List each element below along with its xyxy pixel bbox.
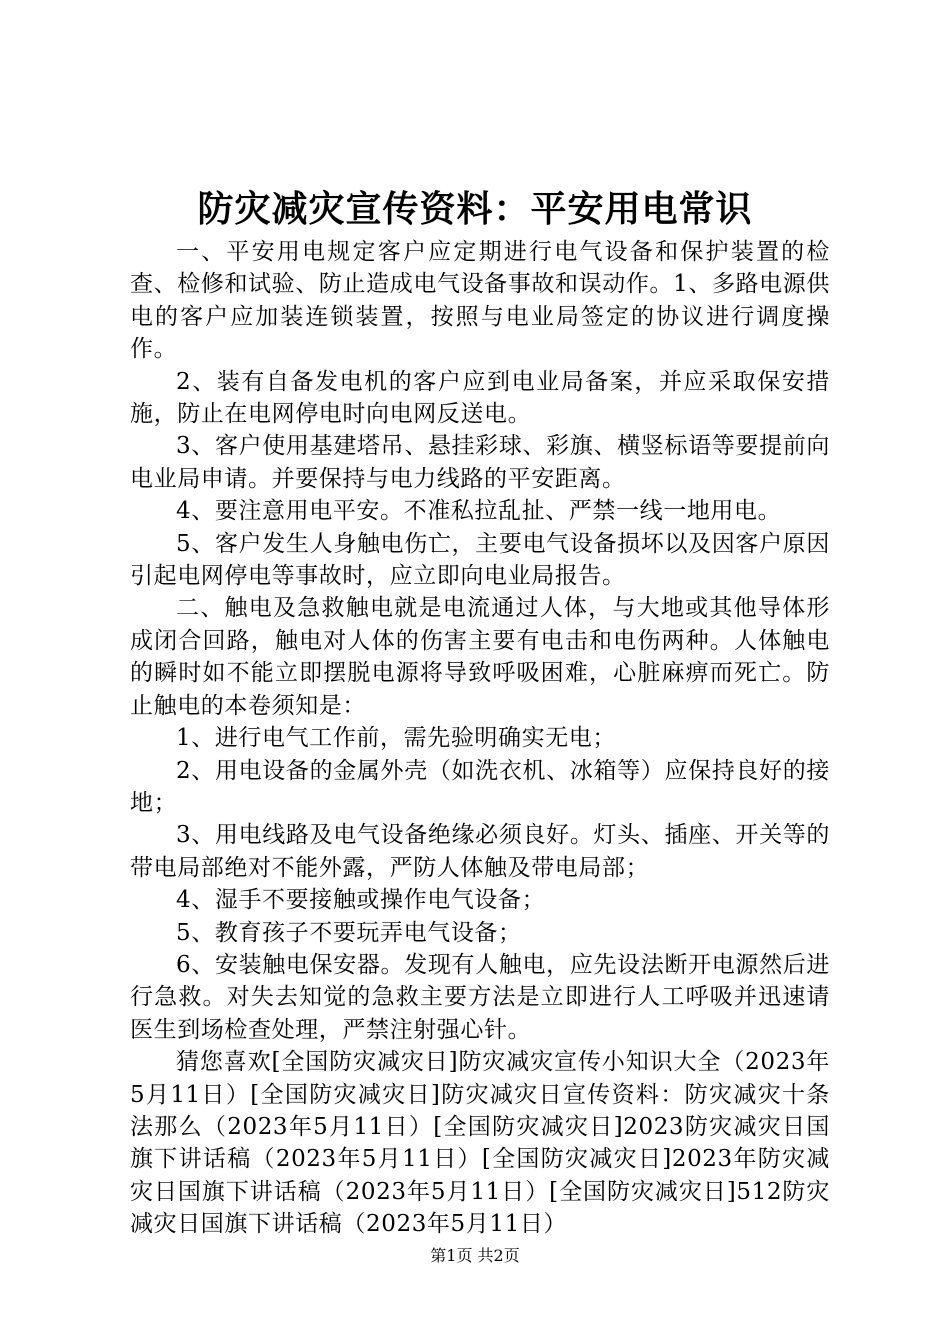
paragraph: 6、安装触电保安器。发现有人触电，应先设法断开电源然后进行急救。对失去知觉的急救主要方法是立即进行人工呼吸并迅速请医生到场检查处理，严禁注射强心针。 [130, 951, 830, 1043]
paragraph: 二、触电及急救触电就是电流通过人体，与大地或其他导体形成闭合回路，触电对人体的伤害主要有电击和电伤两种。人体触电的瞬时如不能立即摆脱电源将导致呼吸困难，心脏麻痹而死亡。防止触电的本卷须知是： [130, 595, 830, 719]
page-number-footer: 第1页 共2页 [430, 1246, 520, 1265]
document-title: 防灾减灾宣传资料：平安用电常识 [197, 188, 753, 230]
paragraph: 一、平安用电规定客户应定期进行电气设备和保护装置的检查、检修和试验、防止造成电气设备事故和误动作。1、多路电源供电的客户应加装连锁装置，按照与电业局签定的协议进行调度操作。 [130, 239, 830, 363]
paragraph: 3、用电线路及电气设备绝缘必须良好。灯头、插座、开关等的带电局部绝对不能外露，严防人体触及带电局部； [130, 822, 830, 881]
paragraph: 5、教育孩子不要玩弄电气设备； [176, 919, 522, 946]
paragraph: 4、湿手不要接触或操作电气设备； [176, 887, 546, 914]
paragraph: 4、要注意用电平安。不准私拉乱扯、严禁一线一地用电。 [176, 498, 782, 525]
document-body [130, 236, 830, 1241]
paragraph: 5、客户发生人身触电伤亡，主要电气设备损坏以及因客户原因引起电网停电等事故时，应立即向电业局报告。 [130, 530, 830, 590]
paragraph: 2、用电设备的金属外壳（如洗衣机、冰箱等）应保持良好的接地； [130, 757, 830, 816]
paragraph: 1、进行电气工作前，需先验明确实无电； [176, 725, 617, 752]
related-links-paragraph: 猜您喜欢[全国防灾减灾日]防灾减灾宣传小知识大全（2023年5月11日）[全国防灾减灾日]防灾减灾日宣传资料：防灾减灾十条法那么（2023年5月11日）[全国防灾减灾日]2023防灾减灾日国旗下讲话稿（2023年5月11日）[全国防灾减灾日]2023年防灾减灾日国旗下讲话稿（2023年5月11日）[全国防灾减灾日]512防灾减灾日国旗下讲话稿（2023年5月11日） [130, 1049, 830, 1238]
paragraph: 3、客户使用基建塔吊、悬挂彩球、彩旗、横竖标语等要提前向电业局申请。并要保持与电力线路的平安距离。 [130, 433, 830, 492]
paragraph: 2、装有自备发电机的客户应到电业局备案，并应采取保安措施，防止在电网停电时向电网反送电。 [130, 368, 830, 428]
